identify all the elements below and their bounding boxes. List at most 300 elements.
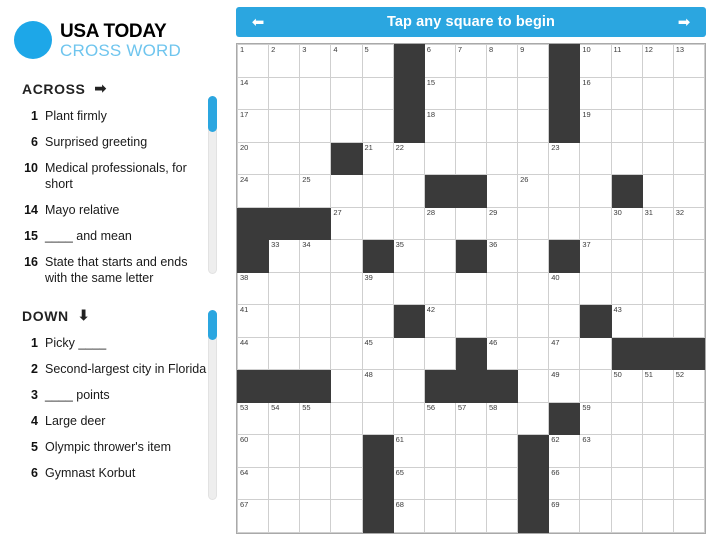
- grid-cell-number: 17: [240, 110, 249, 119]
- grid-cell[interactable]: [331, 500, 362, 533]
- grid-cell[interactable]: [518, 402, 549, 435]
- grid-cell-number: 9: [520, 45, 525, 54]
- grid-cell[interactable]: [611, 77, 642, 110]
- grid-cell[interactable]: [424, 402, 455, 435]
- grid-cell[interactable]: [487, 175, 518, 208]
- clue-text: Gymnast Korbut: [45, 466, 136, 480]
- grid-cell-number: 55: [302, 402, 311, 412]
- grid-cell[interactable]: [642, 77, 673, 110]
- grid-cell[interactable]: [362, 77, 393, 110]
- grid-cell[interactable]: [300, 402, 331, 435]
- grid-cell[interactable]: [331, 435, 362, 468]
- grid-cell[interactable]: [300, 240, 331, 273]
- grid-block-cell: [269, 207, 300, 240]
- grid-cell[interactable]: [549, 467, 580, 500]
- grid-cell[interactable]: [580, 435, 611, 468]
- grid-cell[interactable]: [238, 272, 269, 305]
- grid-cell-number: 50: [613, 370, 622, 379]
- grid-cell[interactable]: [642, 175, 673, 208]
- grid-cell[interactable]: [269, 337, 300, 370]
- grid-cell[interactable]: [362, 45, 393, 78]
- grid-cell[interactable]: [269, 110, 300, 143]
- grid-cell[interactable]: [424, 142, 455, 175]
- grid-cell[interactable]: [331, 370, 362, 403]
- down-heading: [0, 307, 232, 324]
- grid-cell[interactable]: [580, 370, 611, 403]
- grid-cell[interactable]: [642, 142, 673, 175]
- grid-cell[interactable]: [300, 110, 331, 143]
- down-scrollbar-thumb[interactable]: [208, 310, 217, 340]
- grid-block-cell: [487, 370, 518, 403]
- grid-cell[interactable]: [455, 77, 486, 110]
- grid-cell[interactable]: [331, 467, 362, 500]
- grid-cell[interactable]: [580, 110, 611, 143]
- grid-block-cell: [300, 207, 331, 240]
- grid-cell[interactable]: [549, 175, 580, 208]
- grid-cell[interactable]: [549, 337, 580, 370]
- grid-cell[interactable]: [300, 467, 331, 500]
- grid-cell[interactable]: [673, 110, 704, 143]
- grid-cell-number: 14: [240, 77, 249, 87]
- grid-block-cell: [331, 142, 362, 175]
- list-item[interactable]: [16, 330, 208, 356]
- grid-row: [238, 467, 705, 500]
- grid-cell[interactable]: [487, 402, 518, 435]
- grid-cell[interactable]: [611, 207, 642, 240]
- grid-block-cell: [455, 175, 486, 208]
- grid-cell[interactable]: [393, 175, 424, 208]
- grid-cell[interactable]: [549, 142, 580, 175]
- previous-clue-button[interactable]: ⬅: [251, 13, 265, 31]
- grid-cell[interactable]: [424, 240, 455, 273]
- grid-cell[interactable]: [455, 467, 486, 500]
- grid-cell[interactable]: [238, 337, 269, 370]
- across-heading: [0, 80, 232, 97]
- clue-number: 14: [24, 203, 38, 217]
- grid-block-cell: [362, 467, 393, 500]
- grid-block-cell: [549, 45, 580, 78]
- grid-cell[interactable]: [269, 175, 300, 208]
- grid-cell[interactable]: [269, 45, 300, 78]
- grid-cell[interactable]: [269, 467, 300, 500]
- puzzle-pane: [232, 0, 720, 526]
- grid-cell[interactable]: [238, 305, 269, 338]
- grid-cell[interactable]: [455, 305, 486, 338]
- list-item[interactable]: [16, 197, 208, 223]
- grid-cell-number: 39: [364, 272, 373, 282]
- list-item[interactable]: [16, 434, 208, 460]
- grid-cell[interactable]: [238, 467, 269, 500]
- grid-cell[interactable]: [642, 207, 673, 240]
- logo-text: [60, 22, 181, 59]
- grid-cell-number: 65: [395, 467, 404, 477]
- clue-text: State that starts and ends with the same letter: [45, 255, 188, 285]
- grid-cell[interactable]: [393, 402, 424, 435]
- grid-row: [238, 370, 705, 403]
- grid-cell[interactable]: [393, 500, 424, 533]
- grid-cell[interactable]: [518, 305, 549, 338]
- crossword-grid-table[interactable]: [237, 44, 705, 533]
- grid-cell[interactable]: [611, 500, 642, 533]
- grid-cell[interactable]: [673, 240, 704, 273]
- grid-cell[interactable]: [300, 45, 331, 78]
- grid-cell[interactable]: [580, 142, 611, 175]
- clue-number: 1: [31, 336, 38, 350]
- grid-cell[interactable]: [611, 435, 642, 468]
- arrow-right-icon: ➡: [94, 80, 107, 96]
- clue-number: 10: [24, 161, 38, 175]
- next-clue-button[interactable]: ➡: [677, 13, 691, 31]
- grid-cell[interactable]: [393, 207, 424, 240]
- grid-cell[interactable]: [642, 402, 673, 435]
- grid-cell[interactable]: [300, 142, 331, 175]
- grid-cell[interactable]: [518, 272, 549, 305]
- grid-cell[interactable]: [393, 240, 424, 273]
- across-clue-list[interactable]: [0, 103, 232, 291]
- grid-cell[interactable]: [611, 142, 642, 175]
- grid-block-cell: [518, 500, 549, 533]
- grid-cell-number: 56: [426, 402, 436, 412]
- grid-cell[interactable]: [673, 370, 704, 403]
- grid-block-cell: [238, 370, 269, 403]
- puzzle-toolbar: [236, 7, 706, 37]
- grid-cell[interactable]: [362, 175, 393, 208]
- grid-cell-number: 63: [582, 435, 591, 444]
- grid-cell[interactable]: [611, 110, 642, 143]
- clue-text: Picky ____: [45, 336, 107, 350]
- grid-cell-number: 52: [675, 370, 685, 379]
- grid-cell[interactable]: [611, 240, 642, 273]
- grid-block-cell: [393, 110, 424, 143]
- grid-cell[interactable]: [238, 77, 269, 110]
- grid-cell[interactable]: [269, 305, 300, 338]
- grid-cell[interactable]: [673, 435, 704, 468]
- list-item[interactable]: [16, 249, 208, 291]
- grid-cell[interactable]: [424, 305, 455, 338]
- grid-row: [238, 142, 705, 175]
- grid-cell[interactable]: [673, 175, 704, 208]
- clue-number: 15: [24, 229, 38, 243]
- grid-cell[interactable]: [424, 77, 455, 110]
- grid-cell[interactable]: [362, 337, 393, 370]
- clues-sidebar: [0, 0, 232, 526]
- clue-text: Second-largest city in Florida: [45, 362, 207, 376]
- grid-cell[interactable]: [393, 272, 424, 305]
- grid-cell[interactable]: [362, 110, 393, 143]
- grid-block-cell: [549, 240, 580, 273]
- grid-cell[interactable]: [269, 402, 300, 435]
- grid-cell[interactable]: [362, 370, 393, 403]
- grid-cell[interactable]: [673, 77, 704, 110]
- list-item[interactable]: [16, 460, 208, 486]
- grid-cell[interactable]: [518, 110, 549, 143]
- grid-cell[interactable]: [269, 435, 300, 468]
- list-item[interactable]: [16, 155, 208, 197]
- grid-cell[interactable]: [611, 45, 642, 78]
- grid-cell[interactable]: [487, 500, 518, 533]
- grid-cell[interactable]: [518, 175, 549, 208]
- clue-number: 5: [31, 440, 38, 454]
- grid-cell[interactable]: [331, 240, 362, 273]
- grid-cell[interactable]: [580, 467, 611, 500]
- grid-cell[interactable]: [331, 305, 362, 338]
- grid-block-cell: [642, 337, 673, 370]
- grid-cell[interactable]: [331, 45, 362, 78]
- grid-cell[interactable]: [424, 207, 455, 240]
- grid-cell[interactable]: [611, 272, 642, 305]
- grid-cell[interactable]: [487, 77, 518, 110]
- grid-cell[interactable]: [611, 305, 642, 338]
- grid-cell[interactable]: [269, 77, 300, 110]
- grid-cell-number: 33: [271, 240, 280, 249]
- grid-cell[interactable]: [331, 402, 362, 435]
- grid-cell-number: 31: [644, 207, 653, 217]
- grid-cell[interactable]: [642, 305, 673, 338]
- grid-cell[interactable]: [580, 77, 611, 110]
- grid-cell-number: 13: [675, 45, 685, 54]
- grid-cell[interactable]: [549, 370, 580, 403]
- grid-row: [238, 435, 705, 468]
- grid-cell[interactable]: [424, 435, 455, 468]
- grid-cell[interactable]: [518, 45, 549, 78]
- grid-cell[interactable]: [673, 207, 704, 240]
- grid-cell[interactable]: [393, 370, 424, 403]
- list-item[interactable]: [16, 356, 208, 382]
- grid-cell-number: 40: [551, 272, 560, 282]
- arrow-down-icon: ⬇: [77, 307, 91, 323]
- grid-cell-number: 22: [395, 142, 404, 152]
- grid-cell-number: 26: [520, 175, 529, 184]
- grid-cell[interactable]: [424, 467, 455, 500]
- grid-cell[interactable]: [362, 305, 393, 338]
- grid-cell[interactable]: [518, 240, 549, 273]
- grid-cell[interactable]: [642, 110, 673, 143]
- grid-cell[interactable]: [331, 272, 362, 305]
- grid-cell[interactable]: [269, 500, 300, 533]
- grid-cell[interactable]: [673, 305, 704, 338]
- grid-cell[interactable]: [269, 240, 300, 273]
- grid-cell[interactable]: [549, 272, 580, 305]
- grid-cell[interactable]: [518, 142, 549, 175]
- grid-cell[interactable]: [424, 272, 455, 305]
- grid-cell[interactable]: [642, 272, 673, 305]
- grid-cell[interactable]: [331, 110, 362, 143]
- grid-cell[interactable]: [580, 240, 611, 273]
- app-logo: [0, 12, 232, 64]
- grid-cell[interactable]: [673, 500, 704, 533]
- grid-cell[interactable]: [580, 402, 611, 435]
- grid-cell-number: 24: [240, 175, 249, 184]
- list-item[interactable]: [16, 103, 208, 129]
- grid-block-cell: [455, 240, 486, 273]
- clue-number: 4: [31, 414, 38, 428]
- grid-cell[interactable]: [269, 272, 300, 305]
- grid-cell-number: 64: [240, 467, 249, 477]
- grid-cell-number: 41: [240, 305, 249, 314]
- grid-cell[interactable]: [362, 207, 393, 240]
- grid-cell[interactable]: [455, 272, 486, 305]
- grid-cell[interactable]: [642, 467, 673, 500]
- grid-block-cell: [518, 435, 549, 468]
- grid-cell[interactable]: [487, 337, 518, 370]
- grid-block-cell: [518, 467, 549, 500]
- grid-cell[interactable]: [580, 337, 611, 370]
- grid-cell[interactable]: [673, 45, 704, 78]
- grid-cell[interactable]: [518, 370, 549, 403]
- grid-cell-number: 35: [395, 240, 404, 249]
- grid-cell[interactable]: [300, 435, 331, 468]
- grid-cell[interactable]: [487, 435, 518, 468]
- grid-cell[interactable]: [300, 500, 331, 533]
- grid-row: [238, 45, 705, 78]
- grid-cell[interactable]: [487, 207, 518, 240]
- grid-cell[interactable]: [487, 45, 518, 78]
- grid-cell-number: 5: [364, 45, 369, 54]
- grid-cell-number: 27: [333, 207, 342, 217]
- grid-cell[interactable]: [238, 142, 269, 175]
- grid-cell[interactable]: [673, 467, 704, 500]
- grid-cell[interactable]: [549, 207, 580, 240]
- grid-cell[interactable]: [331, 77, 362, 110]
- grid-cell-number: 6: [426, 45, 431, 54]
- grid-cell[interactable]: [362, 402, 393, 435]
- grid-cell[interactable]: [518, 77, 549, 110]
- grid-cell-number: 32: [675, 207, 685, 217]
- grid-cell[interactable]: [393, 337, 424, 370]
- grid-cell-number: 58: [489, 402, 498, 412]
- grid-cell-number: 21: [364, 142, 373, 152]
- grid-block-cell: [549, 402, 580, 435]
- list-item[interactable]: [16, 382, 208, 408]
- clue-number: 6: [31, 135, 38, 149]
- grid-cell[interactable]: [580, 45, 611, 78]
- grid-cell[interactable]: [331, 175, 362, 208]
- grid-cell[interactable]: [487, 467, 518, 500]
- grid-cell[interactable]: [642, 370, 673, 403]
- grid-row: [238, 272, 705, 305]
- grid-block-cell: [549, 110, 580, 143]
- grid-block-cell: [362, 240, 393, 273]
- grid-block-cell: [269, 370, 300, 403]
- grid-row: [238, 175, 705, 208]
- crossword-grid[interactable]: [236, 43, 706, 534]
- list-item[interactable]: [16, 223, 208, 249]
- grid-cell[interactable]: [238, 402, 269, 435]
- grid-cell[interactable]: [487, 142, 518, 175]
- grid-cell-number: 43: [613, 305, 622, 314]
- grid-cell-number: 20: [240, 142, 249, 152]
- grid-cell[interactable]: [455, 110, 486, 143]
- grid-cell[interactable]: [362, 272, 393, 305]
- grid-cell[interactable]: [424, 337, 455, 370]
- grid-cell[interactable]: [455, 402, 486, 435]
- grid-cell[interactable]: [393, 467, 424, 500]
- grid-cell[interactable]: [611, 402, 642, 435]
- grid-cell[interactable]: [611, 467, 642, 500]
- grid-cell[interactable]: [424, 500, 455, 533]
- grid-cell[interactable]: [518, 207, 549, 240]
- grid-cell[interactable]: [455, 435, 486, 468]
- grid-cell[interactable]: [362, 142, 393, 175]
- grid-cell-number: 54: [271, 402, 280, 412]
- grid-block-cell: [393, 45, 424, 78]
- grid-cell[interactable]: [580, 272, 611, 305]
- down-clue-list[interactable]: [0, 330, 232, 486]
- grid-cell[interactable]: [393, 435, 424, 468]
- grid-cell[interactable]: [300, 305, 331, 338]
- grid-cell[interactable]: [549, 500, 580, 533]
- grid-cell-number: 37: [582, 240, 591, 249]
- grid-cell[interactable]: [487, 272, 518, 305]
- grid-cell[interactable]: [455, 45, 486, 78]
- grid-cell-number: 38: [240, 272, 249, 282]
- grid-block-cell: [549, 77, 580, 110]
- list-item[interactable]: [16, 408, 208, 434]
- grid-cell[interactable]: [549, 435, 580, 468]
- grid-cell[interactable]: [455, 142, 486, 175]
- grid-cell[interactable]: [580, 175, 611, 208]
- grid-cell[interactable]: [238, 435, 269, 468]
- grid-cell[interactable]: [393, 142, 424, 175]
- grid-cell[interactable]: [642, 45, 673, 78]
- grid-cell[interactable]: [580, 500, 611, 533]
- grid-cell[interactable]: [580, 207, 611, 240]
- clue-text: Mayo relative: [45, 203, 120, 217]
- across-scrollbar-thumb[interactable]: [208, 96, 217, 132]
- grid-cell[interactable]: [300, 77, 331, 110]
- grid-cell[interactable]: [673, 402, 704, 435]
- grid-cell[interactable]: [424, 110, 455, 143]
- clue-text: Plant firmly: [45, 109, 107, 123]
- grid-cell[interactable]: [642, 500, 673, 533]
- grid-block-cell: [238, 240, 269, 273]
- grid-cell[interactable]: [300, 175, 331, 208]
- grid-block-cell: [455, 370, 486, 403]
- grid-cell[interactable]: [455, 500, 486, 533]
- grid-cell[interactable]: [238, 500, 269, 533]
- grid-cell[interactable]: [487, 110, 518, 143]
- grid-cell[interactable]: [331, 207, 362, 240]
- grid-cell[interactable]: [331, 337, 362, 370]
- grid-cell-number: 59: [582, 402, 591, 412]
- grid-cell[interactable]: [238, 45, 269, 78]
- grid-cell[interactable]: [642, 240, 673, 273]
- grid-block-cell: [611, 337, 642, 370]
- grid-cell[interactable]: [300, 272, 331, 305]
- list-item[interactable]: [16, 129, 208, 155]
- clue-text: Olympic thrower's item: [45, 440, 172, 454]
- grid-block-cell: [673, 337, 704, 370]
- logo-usa-today: USA TODAY: [60, 20, 167, 42]
- grid-cell[interactable]: [300, 337, 331, 370]
- grid-cell[interactable]: [238, 110, 269, 143]
- grid-cell[interactable]: [673, 142, 704, 175]
- grid-cell-number: 44: [240, 337, 249, 347]
- grid-cell[interactable]: [642, 435, 673, 468]
- grid-cell[interactable]: [269, 142, 300, 175]
- grid-cell-number: 34: [302, 240, 311, 249]
- grid-cell[interactable]: [518, 337, 549, 370]
- grid-cell[interactable]: [549, 305, 580, 338]
- grid-cell[interactable]: [424, 45, 455, 78]
- grid-row: [238, 402, 705, 435]
- grid-cell[interactable]: [611, 370, 642, 403]
- grid-cell[interactable]: [487, 240, 518, 273]
- grid-cell[interactable]: [673, 272, 704, 305]
- grid-cell[interactable]: [487, 305, 518, 338]
- grid-cell[interactable]: [455, 207, 486, 240]
- grid-cell[interactable]: [238, 175, 269, 208]
